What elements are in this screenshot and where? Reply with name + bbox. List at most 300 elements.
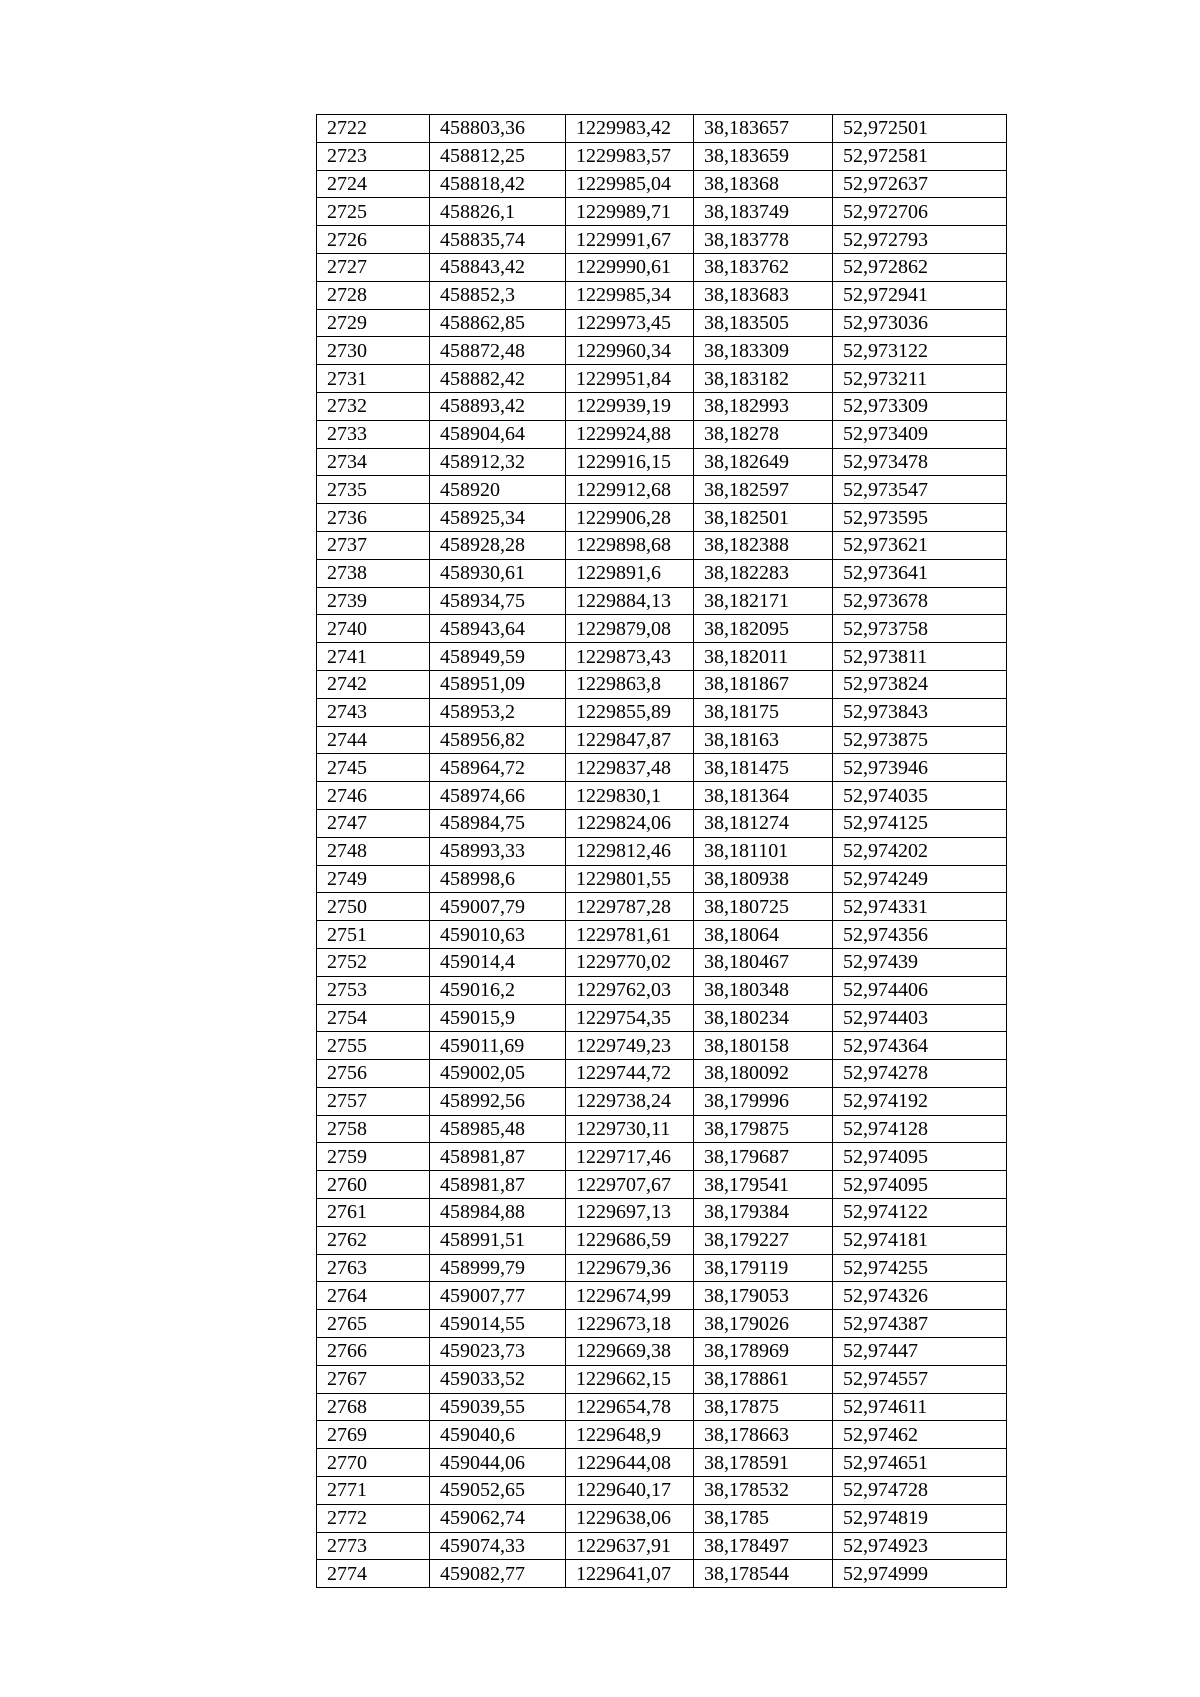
y-coordinate-cell: 1229674,99 <box>566 1282 694 1310</box>
table-row <box>317 504 1007 532</box>
longitude-cell: 38,182501 <box>694 504 833 532</box>
x-coordinate-cell: 458818,42 <box>430 170 566 198</box>
table-row <box>317 726 1007 754</box>
point-number-cell: 2727 <box>317 253 430 281</box>
latitude-cell: 52,973122 <box>833 337 1007 365</box>
longitude-cell: 38,17875 <box>694 1393 833 1421</box>
latitude-cell: 52,974278 <box>833 1060 1007 1088</box>
point-number-cell: 2762 <box>317 1226 430 1254</box>
table-row <box>317 448 1007 476</box>
table-row <box>317 1477 1007 1505</box>
point-number-cell: 2733 <box>317 420 430 448</box>
longitude-cell: 38,182171 <box>694 587 833 615</box>
y-coordinate-cell: 1229787,28 <box>566 893 694 921</box>
latitude-cell: 52,974999 <box>833 1560 1007 1588</box>
latitude-cell: 52,974181 <box>833 1226 1007 1254</box>
x-coordinate-cell: 458835,74 <box>430 226 566 254</box>
longitude-cell: 38,182011 <box>694 643 833 671</box>
longitude-cell: 38,182993 <box>694 392 833 420</box>
table-row <box>317 170 1007 198</box>
latitude-cell: 52,973875 <box>833 726 1007 754</box>
x-coordinate-cell: 458812,25 <box>430 142 566 170</box>
point-number-cell: 2753 <box>317 976 430 1004</box>
longitude-cell: 38,181867 <box>694 670 833 698</box>
x-coordinate-cell: 458872,48 <box>430 337 566 365</box>
y-coordinate-cell: 1229673,18 <box>566 1310 694 1338</box>
point-number-cell: 2735 <box>317 476 430 504</box>
table-row <box>317 1254 1007 1282</box>
table-row <box>317 1226 1007 1254</box>
table-row <box>317 1449 1007 1477</box>
table-row <box>317 309 1007 337</box>
x-coordinate-cell: 458893,42 <box>430 392 566 420</box>
latitude-cell: 52,97447 <box>833 1338 1007 1366</box>
latitude-cell: 52,974202 <box>833 837 1007 865</box>
latitude-cell: 52,97439 <box>833 948 1007 976</box>
latitude-cell: 52,974326 <box>833 1282 1007 1310</box>
longitude-cell: 38,180938 <box>694 865 833 893</box>
x-coordinate-cell: 458882,42 <box>430 365 566 393</box>
latitude-cell: 52,972941 <box>833 281 1007 309</box>
latitude-cell: 52,974125 <box>833 809 1007 837</box>
point-number-cell: 2765 <box>317 1310 430 1338</box>
point-number-cell: 2744 <box>317 726 430 754</box>
point-number-cell: 2722 <box>317 115 430 143</box>
latitude-cell: 52,974403 <box>833 1004 1007 1032</box>
table-row <box>317 420 1007 448</box>
latitude-cell: 52,973641 <box>833 559 1007 587</box>
longitude-cell: 38,180348 <box>694 976 833 1004</box>
y-coordinate-cell: 1229983,57 <box>566 142 694 170</box>
table-row <box>317 531 1007 559</box>
y-coordinate-cell: 1229916,15 <box>566 448 694 476</box>
y-coordinate-cell: 1229906,28 <box>566 504 694 532</box>
longitude-cell: 38,181274 <box>694 809 833 837</box>
y-coordinate-cell: 1229884,13 <box>566 587 694 615</box>
x-coordinate-cell: 458999,79 <box>430 1254 566 1282</box>
longitude-cell: 38,179996 <box>694 1087 833 1115</box>
point-number-cell: 2728 <box>317 281 430 309</box>
table-row <box>317 142 1007 170</box>
x-coordinate-cell: 458826,1 <box>430 198 566 226</box>
point-number-cell: 2756 <box>317 1060 430 1088</box>
table-row <box>317 587 1007 615</box>
latitude-cell: 52,974819 <box>833 1504 1007 1532</box>
latitude-cell: 52,974728 <box>833 1477 1007 1505</box>
point-number-cell: 2732 <box>317 392 430 420</box>
longitude-cell: 38,183762 <box>694 253 833 281</box>
y-coordinate-cell: 1229830,1 <box>566 782 694 810</box>
longitude-cell: 38,183778 <box>694 226 833 254</box>
x-coordinate-cell: 459002,05 <box>430 1060 566 1088</box>
y-coordinate-cell: 1229912,68 <box>566 476 694 504</box>
longitude-cell: 38,178861 <box>694 1365 833 1393</box>
table-row <box>317 1282 1007 1310</box>
table-row <box>317 893 1007 921</box>
table-row <box>317 1032 1007 1060</box>
y-coordinate-cell: 1229960,34 <box>566 337 694 365</box>
x-coordinate-cell: 459007,79 <box>430 893 566 921</box>
y-coordinate-cell: 1229754,35 <box>566 1004 694 1032</box>
x-coordinate-cell: 459011,69 <box>430 1032 566 1060</box>
latitude-cell: 52,972862 <box>833 253 1007 281</box>
latitude-cell: 52,974255 <box>833 1254 1007 1282</box>
longitude-cell: 38,179687 <box>694 1143 833 1171</box>
latitude-cell: 52,974095 <box>833 1143 1007 1171</box>
point-number-cell: 2737 <box>317 531 430 559</box>
longitude-cell: 38,180467 <box>694 948 833 976</box>
table-row <box>317 1171 1007 1199</box>
longitude-cell: 38,18163 <box>694 726 833 754</box>
table-row <box>317 1087 1007 1115</box>
point-number-cell: 2770 <box>317 1449 430 1477</box>
x-coordinate-cell: 458984,88 <box>430 1199 566 1227</box>
longitude-cell: 38,181475 <box>694 754 833 782</box>
x-coordinate-cell: 458934,75 <box>430 587 566 615</box>
table-row <box>317 976 1007 1004</box>
point-number-cell: 2730 <box>317 337 430 365</box>
point-number-cell: 2764 <box>317 1282 430 1310</box>
latitude-cell: 52,973409 <box>833 420 1007 448</box>
table-row <box>317 809 1007 837</box>
x-coordinate-cell: 459010,63 <box>430 921 566 949</box>
x-coordinate-cell: 458991,51 <box>430 1226 566 1254</box>
y-coordinate-cell: 1229669,38 <box>566 1338 694 1366</box>
x-coordinate-cell: 458993,33 <box>430 837 566 865</box>
x-coordinate-cell: 458956,82 <box>430 726 566 754</box>
point-number-cell: 2726 <box>317 226 430 254</box>
y-coordinate-cell: 1229879,08 <box>566 615 694 643</box>
x-coordinate-cell: 458843,42 <box>430 253 566 281</box>
longitude-cell: 38,180158 <box>694 1032 833 1060</box>
y-coordinate-cell: 1229990,61 <box>566 253 694 281</box>
x-coordinate-cell: 458852,3 <box>430 281 566 309</box>
y-coordinate-cell: 1229991,67 <box>566 226 694 254</box>
x-coordinate-cell: 459007,77 <box>430 1282 566 1310</box>
longitude-cell: 38,180234 <box>694 1004 833 1032</box>
longitude-cell: 38,18064 <box>694 921 833 949</box>
longitude-cell: 38,183657 <box>694 115 833 143</box>
latitude-cell: 52,974331 <box>833 893 1007 921</box>
latitude-cell: 52,973547 <box>833 476 1007 504</box>
x-coordinate-cell: 458949,59 <box>430 643 566 671</box>
longitude-cell: 38,180725 <box>694 893 833 921</box>
longitude-cell: 38,1785 <box>694 1504 833 1532</box>
table-row <box>317 198 1007 226</box>
y-coordinate-cell: 1229637,91 <box>566 1532 694 1560</box>
longitude-cell: 38,179053 <box>694 1282 833 1310</box>
y-coordinate-cell: 1229648,9 <box>566 1421 694 1449</box>
y-coordinate-cell: 1229891,6 <box>566 559 694 587</box>
x-coordinate-cell: 459023,73 <box>430 1338 566 1366</box>
x-coordinate-cell: 458974,66 <box>430 782 566 810</box>
latitude-cell: 52,974923 <box>833 1532 1007 1560</box>
table-row <box>317 1338 1007 1366</box>
point-number-cell: 2736 <box>317 504 430 532</box>
point-number-cell: 2772 <box>317 1504 430 1532</box>
latitude-cell: 52,973211 <box>833 365 1007 393</box>
point-number-cell: 2763 <box>317 1254 430 1282</box>
table-row <box>317 253 1007 281</box>
coordinates-table-body <box>317 115 1007 1588</box>
point-number-cell: 2754 <box>317 1004 430 1032</box>
longitude-cell: 38,183505 <box>694 309 833 337</box>
y-coordinate-cell: 1229847,87 <box>566 726 694 754</box>
point-number-cell: 2725 <box>317 198 430 226</box>
x-coordinate-cell: 459016,2 <box>430 976 566 1004</box>
latitude-cell: 52,973621 <box>833 531 1007 559</box>
coordinates-table <box>316 114 1007 1588</box>
table-row <box>317 1504 1007 1532</box>
point-number-cell: 2774 <box>317 1560 430 1588</box>
x-coordinate-cell: 458943,64 <box>430 615 566 643</box>
x-coordinate-cell: 459040,6 <box>430 1421 566 1449</box>
x-coordinate-cell: 458904,64 <box>430 420 566 448</box>
table-row <box>317 337 1007 365</box>
point-number-cell: 2740 <box>317 615 430 643</box>
latitude-cell: 52,973811 <box>833 643 1007 671</box>
longitude-cell: 38,18175 <box>694 698 833 726</box>
x-coordinate-cell: 458981,87 <box>430 1143 566 1171</box>
table-row <box>317 837 1007 865</box>
y-coordinate-cell: 1229762,03 <box>566 976 694 1004</box>
table-row <box>317 1421 1007 1449</box>
latitude-cell: 52,973595 <box>833 504 1007 532</box>
x-coordinate-cell: 458964,72 <box>430 754 566 782</box>
point-number-cell: 2761 <box>317 1199 430 1227</box>
y-coordinate-cell: 1229707,67 <box>566 1171 694 1199</box>
table-row <box>317 948 1007 976</box>
latitude-cell: 52,974095 <box>833 1171 1007 1199</box>
table-row <box>317 115 1007 143</box>
table-row <box>317 476 1007 504</box>
point-number-cell: 2734 <box>317 448 430 476</box>
x-coordinate-cell: 458998,6 <box>430 865 566 893</box>
table-row <box>317 921 1007 949</box>
y-coordinate-cell: 1229951,84 <box>566 365 694 393</box>
latitude-cell: 52,972793 <box>833 226 1007 254</box>
point-number-cell: 2758 <box>317 1115 430 1143</box>
y-coordinate-cell: 1229924,88 <box>566 420 694 448</box>
latitude-cell: 52,974406 <box>833 976 1007 1004</box>
y-coordinate-cell: 1229770,02 <box>566 948 694 976</box>
table-row <box>317 1560 1007 1588</box>
latitude-cell: 52,972706 <box>833 198 1007 226</box>
y-coordinate-cell: 1229686,59 <box>566 1226 694 1254</box>
point-number-cell: 2723 <box>317 142 430 170</box>
table-row <box>317 559 1007 587</box>
y-coordinate-cell: 1229730,11 <box>566 1115 694 1143</box>
point-number-cell: 2738 <box>317 559 430 587</box>
x-coordinate-cell: 458930,61 <box>430 559 566 587</box>
latitude-cell: 52,974035 <box>833 782 1007 810</box>
y-coordinate-cell: 1229638,06 <box>566 1504 694 1532</box>
longitude-cell: 38,179875 <box>694 1115 833 1143</box>
point-number-cell: 2724 <box>317 170 430 198</box>
y-coordinate-cell: 1229983,42 <box>566 115 694 143</box>
x-coordinate-cell: 458981,87 <box>430 1171 566 1199</box>
y-coordinate-cell: 1229679,36 <box>566 1254 694 1282</box>
y-coordinate-cell: 1229985,34 <box>566 281 694 309</box>
point-number-cell: 2750 <box>317 893 430 921</box>
point-number-cell: 2739 <box>317 587 430 615</box>
table-row <box>317 365 1007 393</box>
longitude-cell: 38,178532 <box>694 1477 833 1505</box>
x-coordinate-cell: 458953,2 <box>430 698 566 726</box>
table-row <box>317 1060 1007 1088</box>
x-coordinate-cell: 459014,55 <box>430 1310 566 1338</box>
point-number-cell: 2743 <box>317 698 430 726</box>
x-coordinate-cell: 459033,52 <box>430 1365 566 1393</box>
point-number-cell: 2745 <box>317 754 430 782</box>
y-coordinate-cell: 1229749,23 <box>566 1032 694 1060</box>
table-row <box>317 754 1007 782</box>
longitude-cell: 38,18278 <box>694 420 833 448</box>
y-coordinate-cell: 1229824,06 <box>566 809 694 837</box>
x-coordinate-cell: 459052,65 <box>430 1477 566 1505</box>
longitude-cell: 38,179119 <box>694 1254 833 1282</box>
longitude-cell: 38,179541 <box>694 1171 833 1199</box>
table-row <box>317 1532 1007 1560</box>
x-coordinate-cell: 459015,9 <box>430 1004 566 1032</box>
latitude-cell: 52,97462 <box>833 1421 1007 1449</box>
longitude-cell: 38,183749 <box>694 198 833 226</box>
y-coordinate-cell: 1229985,04 <box>566 170 694 198</box>
table-row <box>317 1393 1007 1421</box>
x-coordinate-cell: 458992,56 <box>430 1087 566 1115</box>
y-coordinate-cell: 1229744,72 <box>566 1060 694 1088</box>
longitude-cell: 38,178497 <box>694 1532 833 1560</box>
longitude-cell: 38,183659 <box>694 142 833 170</box>
x-coordinate-cell: 459044,06 <box>430 1449 566 1477</box>
x-coordinate-cell: 458803,36 <box>430 115 566 143</box>
latitude-cell: 52,974611 <box>833 1393 1007 1421</box>
y-coordinate-cell: 1229898,68 <box>566 531 694 559</box>
table-row <box>317 392 1007 420</box>
latitude-cell: 52,973843 <box>833 698 1007 726</box>
point-number-cell: 2748 <box>317 837 430 865</box>
latitude-cell: 52,973309 <box>833 392 1007 420</box>
x-coordinate-cell: 458862,85 <box>430 309 566 337</box>
longitude-cell: 38,178969 <box>694 1338 833 1366</box>
y-coordinate-cell: 1229662,15 <box>566 1365 694 1393</box>
y-coordinate-cell: 1229837,48 <box>566 754 694 782</box>
longitude-cell: 38,178663 <box>694 1421 833 1449</box>
latitude-cell: 52,973678 <box>833 587 1007 615</box>
table-row <box>317 670 1007 698</box>
point-number-cell: 2729 <box>317 309 430 337</box>
x-coordinate-cell: 459082,77 <box>430 1560 566 1588</box>
latitude-cell: 52,972637 <box>833 170 1007 198</box>
y-coordinate-cell: 1229738,24 <box>566 1087 694 1115</box>
latitude-cell: 52,974356 <box>833 921 1007 949</box>
point-number-cell: 2749 <box>317 865 430 893</box>
point-number-cell: 2773 <box>317 1532 430 1560</box>
latitude-cell: 52,974192 <box>833 1087 1007 1115</box>
table-row <box>317 1115 1007 1143</box>
point-number-cell: 2747 <box>317 809 430 837</box>
latitude-cell: 52,974122 <box>833 1199 1007 1227</box>
point-number-cell: 2755 <box>317 1032 430 1060</box>
latitude-cell: 52,973478 <box>833 448 1007 476</box>
point-number-cell: 2741 <box>317 643 430 671</box>
x-coordinate-cell: 459062,74 <box>430 1504 566 1532</box>
latitude-cell: 52,974387 <box>833 1310 1007 1338</box>
table-row <box>317 1143 1007 1171</box>
table-row <box>317 281 1007 309</box>
latitude-cell: 52,974128 <box>833 1115 1007 1143</box>
longitude-cell: 38,18368 <box>694 170 833 198</box>
longitude-cell: 38,182597 <box>694 476 833 504</box>
point-number-cell: 2769 <box>317 1421 430 1449</box>
x-coordinate-cell: 458984,75 <box>430 809 566 837</box>
x-coordinate-cell: 458925,34 <box>430 504 566 532</box>
table-row <box>317 1310 1007 1338</box>
point-number-cell: 2742 <box>317 670 430 698</box>
y-coordinate-cell: 1229644,08 <box>566 1449 694 1477</box>
point-number-cell: 2751 <box>317 921 430 949</box>
latitude-cell: 52,973824 <box>833 670 1007 698</box>
table-row <box>317 698 1007 726</box>
point-number-cell: 2760 <box>317 1171 430 1199</box>
latitude-cell: 52,973758 <box>833 615 1007 643</box>
longitude-cell: 38,178544 <box>694 1560 833 1588</box>
longitude-cell: 38,179227 <box>694 1226 833 1254</box>
latitude-cell: 52,974364 <box>833 1032 1007 1060</box>
table-row <box>317 643 1007 671</box>
longitude-cell: 38,183182 <box>694 365 833 393</box>
table-row <box>317 1199 1007 1227</box>
longitude-cell: 38,182388 <box>694 531 833 559</box>
longitude-cell: 38,181101 <box>694 837 833 865</box>
y-coordinate-cell: 1229973,45 <box>566 309 694 337</box>
point-number-cell: 2757 <box>317 1087 430 1115</box>
point-number-cell: 2759 <box>317 1143 430 1171</box>
y-coordinate-cell: 1229640,17 <box>566 1477 694 1505</box>
point-number-cell: 2767 <box>317 1365 430 1393</box>
y-coordinate-cell: 1229873,43 <box>566 643 694 671</box>
y-coordinate-cell: 1229654,78 <box>566 1393 694 1421</box>
y-coordinate-cell: 1229801,55 <box>566 865 694 893</box>
x-coordinate-cell: 458920 <box>430 476 566 504</box>
x-coordinate-cell: 458985,48 <box>430 1115 566 1143</box>
table-row <box>317 865 1007 893</box>
point-number-cell: 2746 <box>317 782 430 810</box>
y-coordinate-cell: 1229781,61 <box>566 921 694 949</box>
x-coordinate-cell: 458951,09 <box>430 670 566 698</box>
point-number-cell: 2771 <box>317 1477 430 1505</box>
longitude-cell: 38,179026 <box>694 1310 833 1338</box>
point-number-cell: 2752 <box>317 948 430 976</box>
table-row <box>317 782 1007 810</box>
table-row <box>317 1004 1007 1032</box>
latitude-cell: 52,972501 <box>833 115 1007 143</box>
y-coordinate-cell: 1229989,71 <box>566 198 694 226</box>
latitude-cell: 52,973946 <box>833 754 1007 782</box>
x-coordinate-cell: 458912,32 <box>430 448 566 476</box>
point-number-cell: 2731 <box>317 365 430 393</box>
y-coordinate-cell: 1229939,19 <box>566 392 694 420</box>
table-row <box>317 226 1007 254</box>
longitude-cell: 38,178591 <box>694 1449 833 1477</box>
y-coordinate-cell: 1229717,46 <box>566 1143 694 1171</box>
point-number-cell: 2766 <box>317 1338 430 1366</box>
table-row <box>317 1365 1007 1393</box>
longitude-cell: 38,182649 <box>694 448 833 476</box>
longitude-cell: 38,183683 <box>694 281 833 309</box>
table-row <box>317 615 1007 643</box>
y-coordinate-cell: 1229855,89 <box>566 698 694 726</box>
